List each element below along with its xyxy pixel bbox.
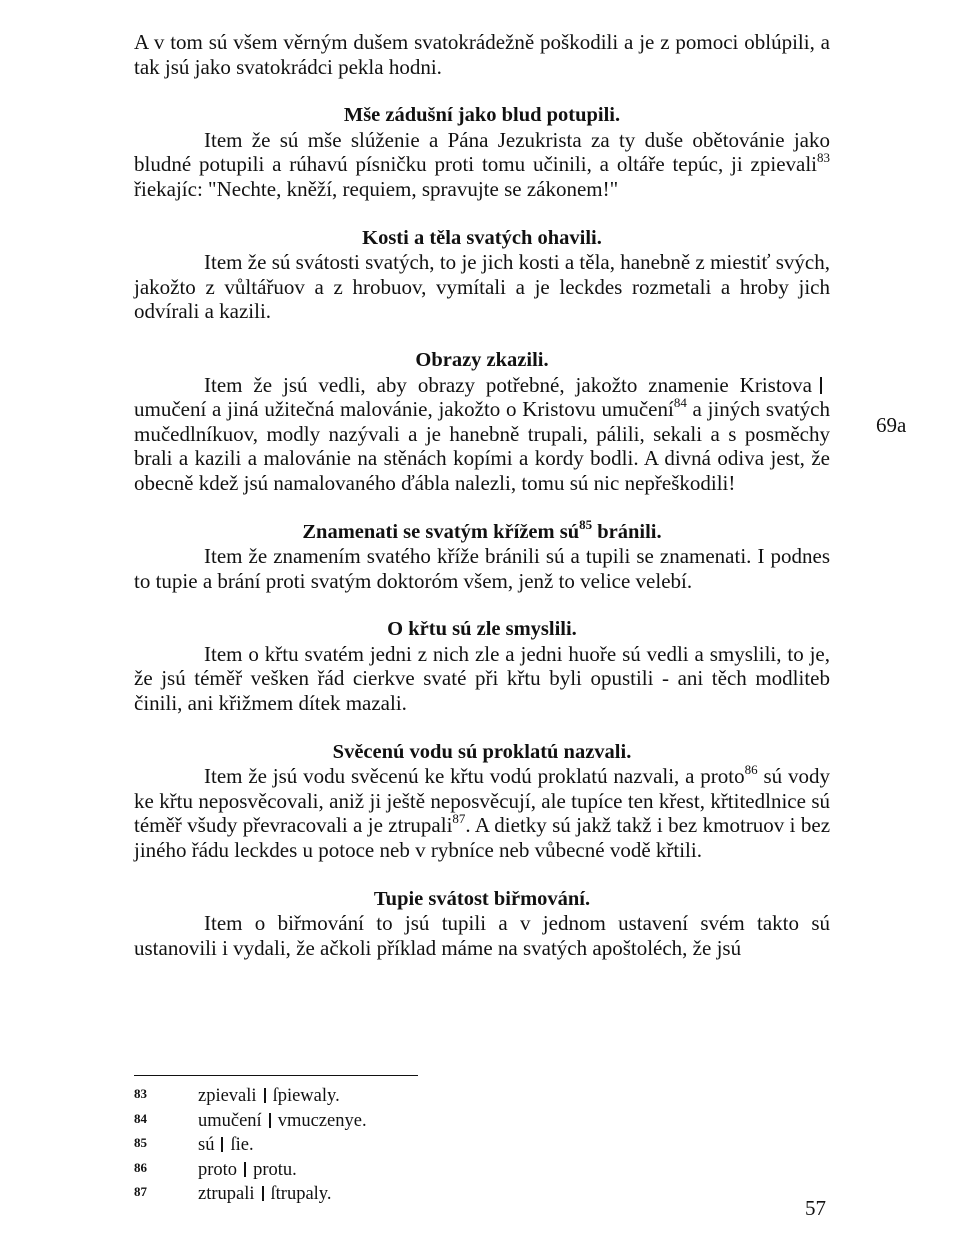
- page-body: [134, 30, 830, 960]
- footnote-original: ſpiewaly.: [272, 1086, 340, 1106]
- section-paragraph-4: Item že znamením svatého kříže bránili sú a tupili se znamenati. I podnes to tupie a brání proti svatým doktoróm všem, jenž to velice velebí.: [134, 544, 830, 593]
- footnote-original: ſie.: [230, 1135, 254, 1156]
- line-break-marker: [820, 377, 822, 394]
- page-number: 57: [805, 1196, 826, 1220]
- footnote-number: 86: [134, 1159, 147, 1175]
- footnote-item: [134, 1182, 634, 1207]
- footnote-ref-86[interactable]: 86: [744, 762, 758, 778]
- footnote-separator: [244, 1162, 246, 1177]
- footnote-ref-83[interactable]: 83: [817, 150, 830, 166]
- section-paragraph-1: Item že sú mše slúženie a Pána Jezukrista za ty duše obětovánie jako bludné potupili a rúhavú písničku proti tomu učinili, a oltáře tepúc, ji zpievali$^{83}$ řiekajíc: "Nechte, kněží, requiem, spravujte se zákonem!": [134, 127, 830, 201]
- footnote-edition: zpievali: [198, 1086, 257, 1106]
- footnote-ref-84[interactable]: 84: [673, 395, 687, 411]
- section-heading-3: Obrazy zkazili.: [415, 348, 549, 371]
- section-heading-1: Mše zádušní jako blud potupili.: [343, 104, 621, 127]
- footnote-item: [134, 1158, 634, 1183]
- margin-folio-note: 69a: [876, 413, 907, 437]
- footnote-original: ſtrupaly.: [270, 1184, 332, 1205]
- footnote-number: 85: [134, 1135, 147, 1151]
- intro-paragraph: A v tom sú všem věrným dušem svatokrádežně poškodili a je z pomoci oblúpili, a tak jsú jako svatokrádci pekla hodni.: [134, 30, 830, 79]
- footnote-edition: umučení: [198, 1110, 262, 1131]
- section-heading-7: Tupie svátost biřmování.: [373, 887, 591, 910]
- footnote-item: [134, 1133, 634, 1158]
- footnote-divider: [134, 1075, 418, 1076]
- footnote-item: [134, 1109, 634, 1134]
- footnote-ref-85[interactable]: 85: [579, 516, 593, 532]
- section-paragraph-5: Item o křtu svatém jedni z nich zle a jedni huoře sú vedli a smyslili, to je, že jsú téměř vešken řád cierkve svaté při křtu byli opustili - ani těch modliteb činili, ani křižmem dítek mazali.: [134, 641, 830, 716]
- section-heading-5: O křtu sú zle smyslili.: [387, 618, 577, 641]
- section-paragraph-6: Item že jsú vodu svěcenú ke křtu vodú proklatú nazvali, a proto$^{86}$ sú vody ke křtu neposvěcovali, aniž ji ještě neposvěcují, ale tupíce ten křest, křtitedlnice sú téměř všudy převracovali a je ztrupali$^{87}$. A dietky sú jakž takž i bez kmotruov i bez jiného řádu leckdes u potoce neb v rybníce neb vůbecné vodě křtili.: [134, 762, 831, 863]
- footnote-number: 83: [134, 1086, 147, 1101]
- footnote-original: vmuczenye.: [277, 1110, 367, 1131]
- footnote-separator: [262, 1186, 264, 1201]
- footnote-edition: ztrupali: [198, 1184, 255, 1205]
- section-paragraph-7: Item o biřmování to jsú tupili a v jednom ustavení svém takto sú ustanovili i vydali, že ačkoli příklad máme na svatých apoštoléch, že jsú: [134, 911, 830, 960]
- footnote-ref-87[interactable]: 87: [452, 811, 466, 827]
- footnote-item: [134, 1084, 634, 1109]
- footnotes: [134, 1084, 634, 1207]
- footnote-number: 87: [134, 1184, 147, 1200]
- footnote-original: protu.: [253, 1159, 297, 1180]
- footnote-separator: [221, 1137, 223, 1152]
- footnote-separator: [264, 1088, 266, 1103]
- footnote-number: 84: [134, 1110, 147, 1126]
- footnote-edition: proto: [198, 1159, 238, 1180]
- section-heading-2: Kosti a těla svatých ohavili.: [362, 226, 602, 249]
- section-heading-4: Znamenati se svatým křížem $sú^{85}$ bránili.: [302, 516, 662, 543]
- section-paragraph-3: Item že jsú vedli, aby obrazy potřebné, jakožto znamenie Kristovaumučení a jiná užitečná malovánie, jakožto o Kristovu umučení$^{84}$ a jiných svatých mučedlníkuov, modly nazývali a je hanebně trupali, pálili, sekali a s posměchy brali a kazili a malovánie na stěnách kopími a kordy bodli. A divná odiva jest, že obecně kdež jsú namalovaného ďábla nalezli, tomu sú nic nepřeškodili!: [134, 372, 830, 495]
- section-heading-6: Svěcenú vodu sú proklatú nazvali.: [332, 740, 632, 763]
- section-paragraph-2: Item že sú svátosti svatých, to je jich kosti a těla, hanebně z miestiť svých, jakožto z vůltářuov a z hrobuov, vymítali a je leckdes rozmetali a hroby jich odvírali a kazili.: [134, 250, 830, 324]
- footnote-separator: [269, 1113, 271, 1128]
- footnote-edition: sú: [198, 1135, 215, 1156]
